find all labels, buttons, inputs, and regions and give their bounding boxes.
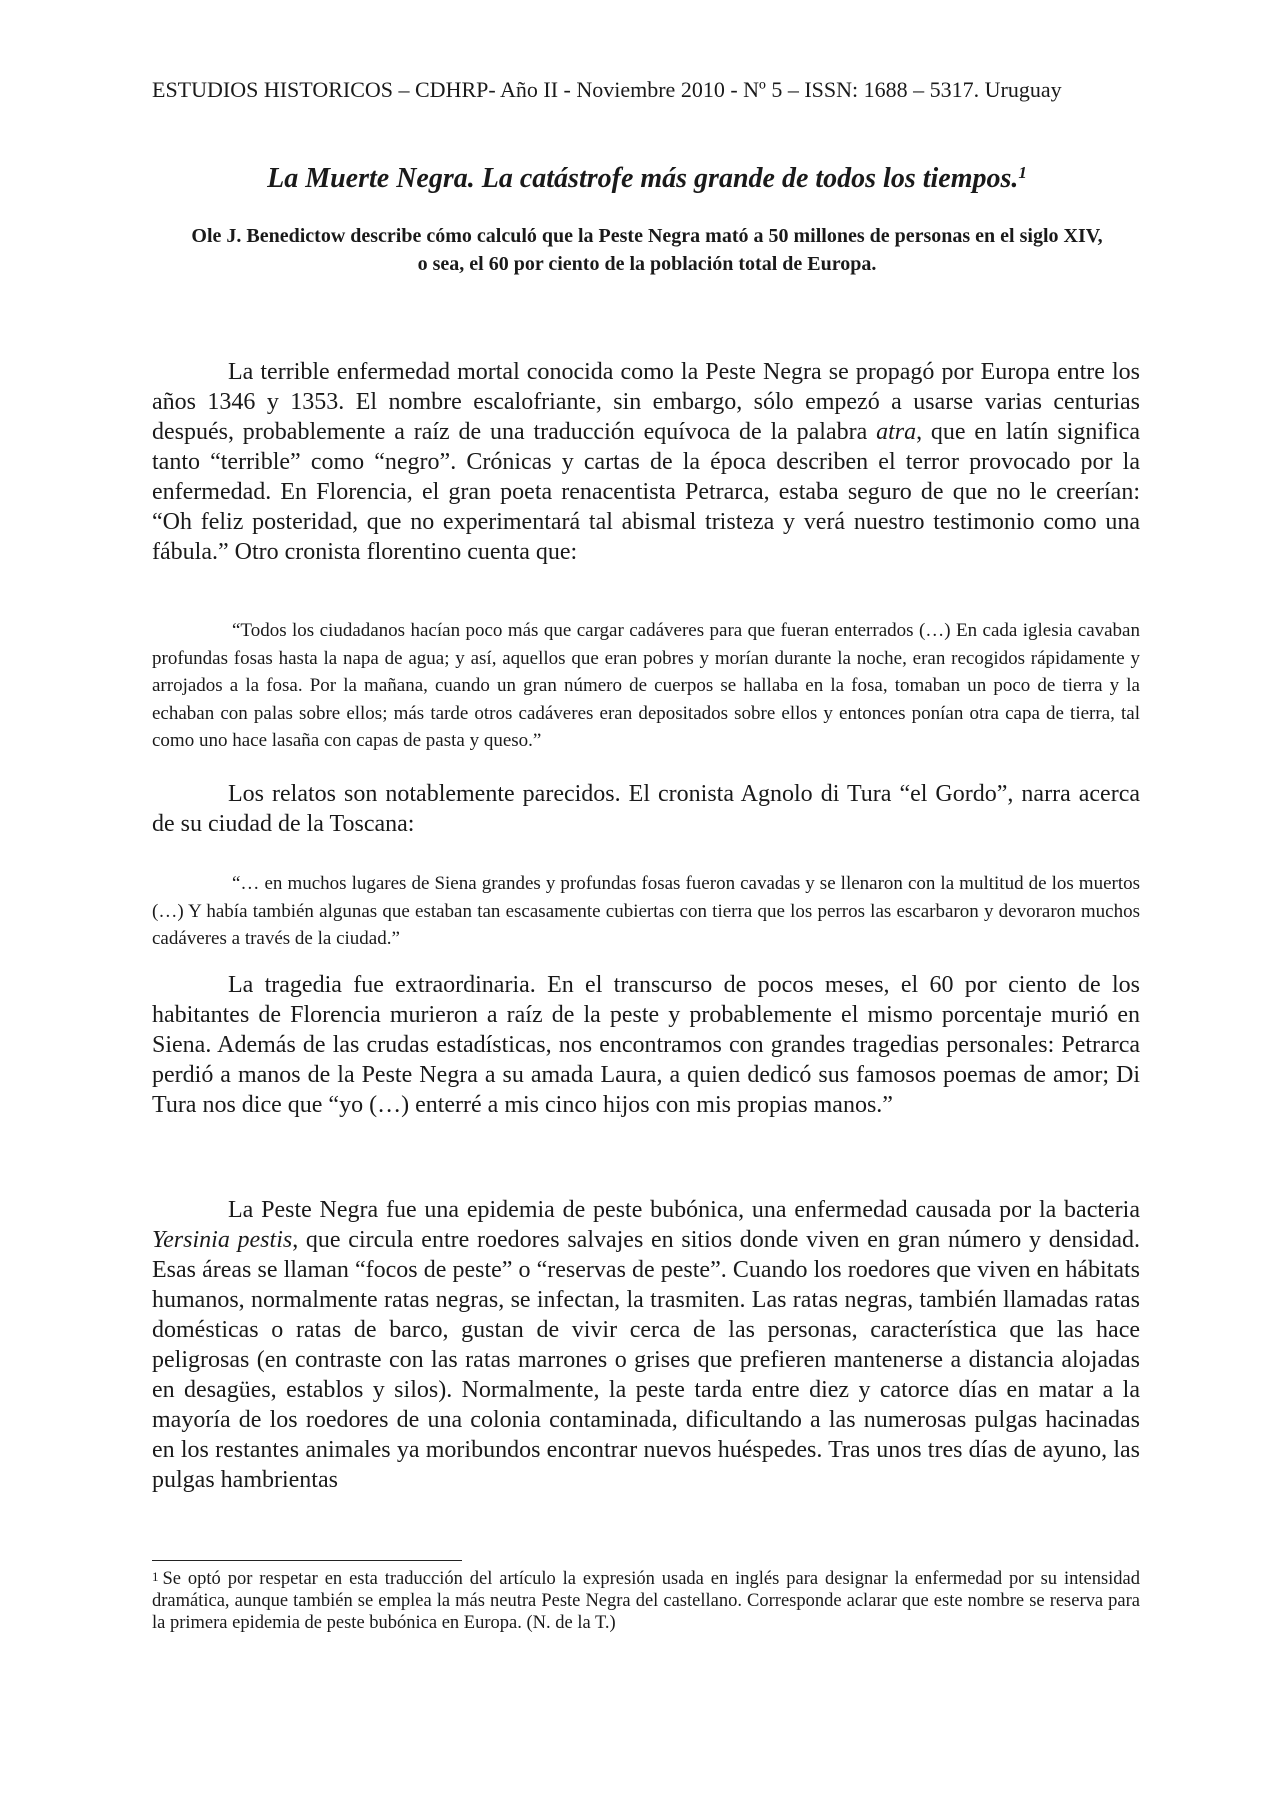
article-title-text: La Muerte Negra. La catástrofe más grande de todos los tiempos. <box>267 163 1019 194</box>
paragraph-text: Los relatos son notablemente parecidos. El cronista Agnolo di Tura “el Gordo”, narra acerca de su ciudad de la Toscana: <box>152 781 1140 837</box>
block-quote-2 <box>152 870 1140 953</box>
article-title <box>152 162 1142 196</box>
footnote-number: 1 <box>152 1569 159 1584</box>
footnote-separator <box>152 1560 462 1561</box>
italic-term: Yersinia pestis <box>152 1227 293 1253</box>
paragraph-text: , que circula entre roedores salvajes en sitios donde viven en gran número y densidad. Esas áreas se llaman “focos de peste” o “reservas de peste”. Cuando los roedores que viven en hábitats humanos, normalmente ratas negras, se infectan, la trasmiten. Las ratas negras, también llamadas ratas domésticas o ratas de barco, gustan de vivir cerca de las personas, característica que las hace peligrosas (en contraste con las ratas marrones o grises que prefieren mantenerse a distancia alojadas en desagües, establos y silos). Normalmente, la peste tarda entre diez y catorce días en matar a la mayoría de los roedores de una colonia contaminada, dificultando a las numerosas pulgas hacinadas en los restantes animales ya moribundos encontrar nuevos huéspedes. Tras unos tres días de ayuno, las pulgas hambrientas <box>152 1227 1140 1493</box>
article-subtitle <box>152 222 1142 278</box>
footnote-text: Se optó por respetar en esta traducción del artículo la expresión usada en inglés para designar la enfermedad por su intensidad dramática, aunque también se emplea la más neutra Peste Negra del castellano. Corresponde aclarar que este nombre se reserva para la primera epidemia de peste bubónica en Europa. (N. de la T.) <box>152 1569 1140 1633</box>
subtitle-line-1: Ole J. Benedictow describe cómo calculó que la Peste Negra mató a 50 millones de personas en el siglo XIV, <box>191 225 1103 247</box>
subtitle-line-2: o sea, el 60 por ciento de la población total de Europa. <box>417 253 877 275</box>
body-paragraph-4 <box>152 1195 1140 1495</box>
block-quote-1 <box>152 617 1140 755</box>
italic-term: atra <box>876 419 917 445</box>
footnote <box>152 1568 1140 1634</box>
body-paragraph-3 <box>152 970 1140 1120</box>
quote-text: “Todos los ciudadanos hacían poco más que cargar cadáveres para que fueran enterrados (…) En cada iglesia cavaban profundas fosas hasta la napa de agua; y así, aquellos que eran pobres y morían durante la noche, eran recogidos rápidamente y arrojados a la fosa. Por la mañana, cuando un gran número de cuerpos se hallaba en la fosa, tomaban un poco de tierra y la echaban con palas sobre ellos; más tarde otros cadáveres eran depositados sobre ellos y entonces ponían otra capa de tierra, tal como uno hace lasaña con capas de pasta y queso.” <box>152 620 1140 751</box>
body-paragraph-1 <box>152 357 1140 567</box>
running-head: ESTUDIOS HISTORICOS – CDHRP- Año II - Noviembre 2010 - Nº 5 – ISSN: 1688 – 5317. Uruguay <box>152 77 1062 102</box>
paragraph-text: , que en latín significa tanto “terrible” como “negro”. Crónicas y cartas de la época describen el terror provocado por la enfermedad. En Florencia, el gran poeta renacentista Petrarca, estaba seguro de que no le creerían: “Oh feliz posteridad, que no experimentará tal abismal tristeza y verá nuestro testimonio como una fábula.” Otro cronista florentino cuenta que: <box>152 419 1140 565</box>
paragraph-text: La Peste Negra fue una epidemia de peste bubónica, una enfermedad causada por la bacteria <box>228 1197 1140 1223</box>
paragraph-text: La tragedia fue extraordinaria. En el transcurso de pocos meses, el 60 por ciento de los habitantes de Florencia murieron a raíz de la peste y probablemente el mismo porcentaje murió en Siena. Además de las crudas estadísticas, nos encontramos con grandes tragedias personales: Petrarca perdió a manos de la Peste Negra a su amada Laura, a quien dedicó sus famosos poemas de amor; Di Tura nos dice que “yo (…) enterré a mis cinco hijos con mis propias manos.” <box>152 972 1140 1118</box>
title-footnote-ref: 1 <box>1018 163 1027 182</box>
body-paragraph-2 <box>152 779 1140 839</box>
quote-text: “… en muchos lugares de Siena grandes y profundas fosas fueron cavadas y se llenaron con la multitud de los muertos (…) Y había también algunas que estaban tan escasamente cubiertas con tierra que los perros las escarbaron y devoraron muchos cadáveres a través de la ciudad.” <box>152 873 1140 949</box>
paragraph-text: La terrible enfermedad mortal conocida como la Peste Negra se propagó por Europa entre los años 1346 y 1353. El nombre escalofriante, sin embargo, sólo empezó a usarse varias centurias después, probablemente a raíz de una traducción equívoca de la palabra <box>152 359 1140 445</box>
